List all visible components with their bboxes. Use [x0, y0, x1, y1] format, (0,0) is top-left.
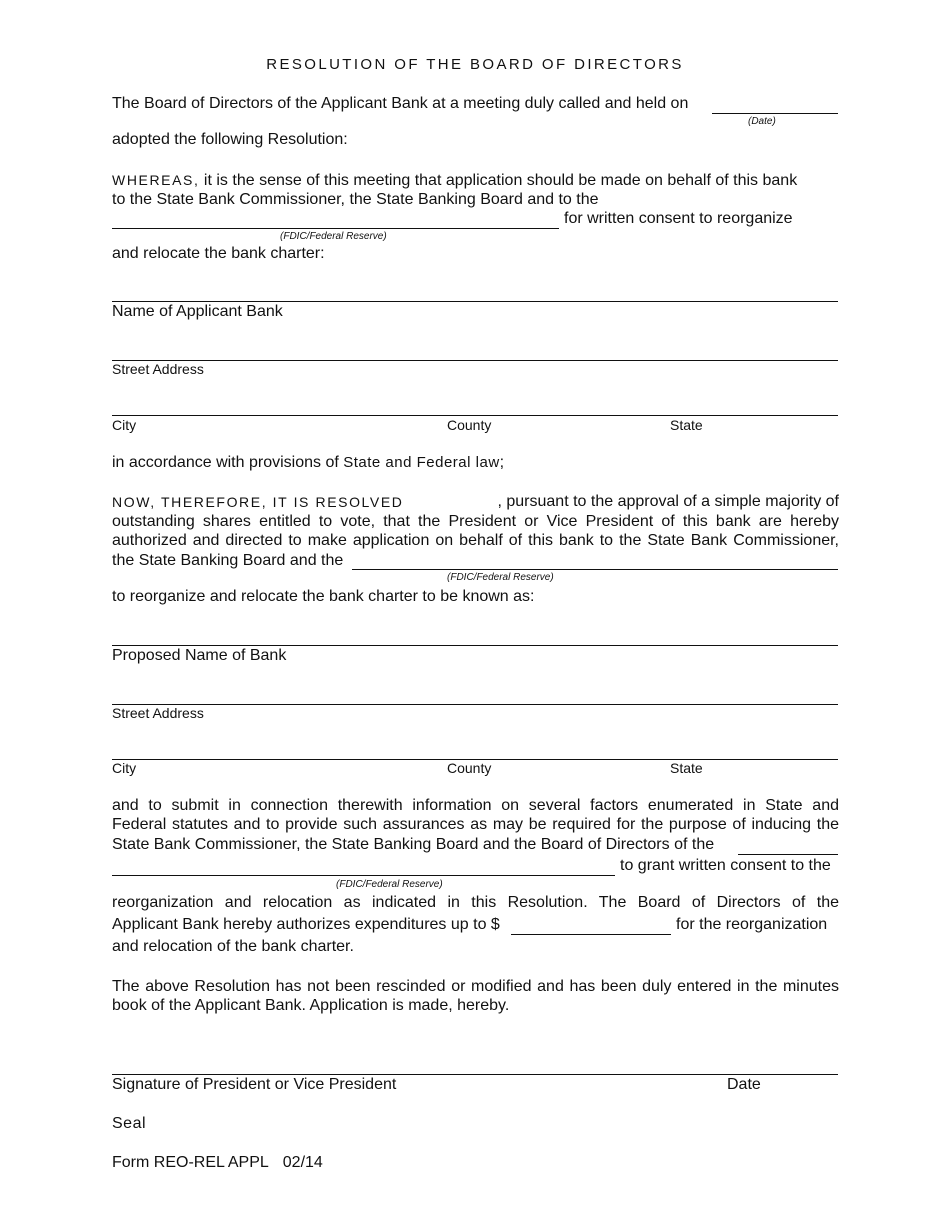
accordance-law: State and Federal law: [343, 454, 500, 471]
date-label: Date: [727, 1076, 761, 1093]
accordance-line: [112, 453, 504, 473]
intro-line-2: adopted the following Resolution:: [112, 131, 348, 148]
form-date: 02/14: [282, 1154, 323, 1171]
submit-line-5: reorganization and relocation as indicated in this Resolution. The Board of Directors of the: [112, 894, 839, 911]
applicant-state-label: State: [670, 417, 703, 433]
form-id: Form REO-REL APPL: [112, 1154, 269, 1171]
closing-line-2: book of the Applicant Bank. Application is made, hereby.: [112, 997, 510, 1014]
submit-line-4-suffix: to grant written consent to the: [620, 857, 831, 874]
submit-line-1: and to submit in connection therewith information on several factors enumerated in State and: [112, 797, 839, 814]
submit-agency-field[interactable]: [112, 875, 615, 876]
accordance-prefix: in accordance with provisions of: [112, 454, 344, 471]
applicant-county-label: County: [447, 417, 492, 433]
whereas-keyword: WHEREAS,: [112, 172, 200, 188]
accordance-suffix: ;: [499, 454, 505, 471]
whereas-agency-caption: (FDIC/Federal Reserve): [280, 231, 387, 242]
submit-board-field[interactable]: [738, 854, 838, 855]
applicant-bank-name-label: Name of Applicant Bank: [112, 303, 283, 320]
submit-agency-caption: (FDIC/Federal Reserve): [336, 879, 443, 890]
intro-line-1: The Board of Directors of the Applicant Bank at a meeting duly called and held on: [112, 95, 689, 112]
whereas-line-2: to the State Bank Commissioner, the State Banking Board and to the: [112, 191, 599, 208]
resolved-line-3: authorized and directed to make application on behalf of this bank to the State Bank Commissioner,: [112, 532, 839, 549]
resolved-keyword: NOW, THEREFORE, IT IS RESOLVED: [112, 494, 404, 510]
date-caption: (Date): [748, 116, 776, 127]
submit-line-2: Federal statutes and to provide such assurances as may be required for the purpose of inducing the: [112, 816, 839, 833]
form-footer: [112, 1153, 323, 1173]
proposed-county-label: County: [447, 760, 492, 776]
proposed-street-field[interactable]: [112, 704, 838, 705]
submit-line-3: State Bank Commissioner, the State Banking Board and the Board of Directors of the: [112, 836, 715, 853]
proposed-state-label: State: [670, 760, 703, 776]
closing-line-1: The above Resolution has not been rescinded or modified and has been duly entered in the minutes: [112, 978, 839, 995]
submit-line-6-suffix: for the reorganization: [676, 916, 828, 933]
signature-label: Signature of President or Vice President: [112, 1076, 397, 1093]
whereas-line-3-suffix: for written consent to reorganize: [564, 210, 793, 227]
resolved-line-5: to reorganize and relocate the bank charter to be known as:: [112, 588, 535, 605]
submit-line-6-prefix: Applicant Bank hereby authorizes expenditures up to $: [112, 916, 500, 933]
resolved-agency-caption: (FDIC/Federal Reserve): [447, 572, 554, 583]
resolved-agency-field[interactable]: [352, 569, 838, 570]
resolved-line-1: [112, 492, 839, 512]
resolved-line-4: the State Banking Board and the: [112, 552, 344, 569]
proposed-city-label: City: [112, 760, 137, 776]
document-title: RESOLUTION OF THE BOARD OF DIRECTORS: [266, 56, 684, 73]
proposed-street-label: Street Address: [112, 705, 204, 721]
submit-line-7: and relocation of the bank charter.: [112, 938, 354, 955]
applicant-street-field[interactable]: [112, 360, 838, 361]
whereas-line-1: [112, 170, 839, 191]
seal-label: Seal: [112, 1115, 147, 1132]
resolved-line-1-rest: , pursuant to the approval of a simple majority of: [497, 493, 839, 510]
expenditure-amount-field[interactable]: [511, 934, 671, 935]
applicant-street-label: Street Address: [112, 361, 204, 377]
whereas-agency-field[interactable]: [112, 228, 559, 229]
applicant-city-county-state-field[interactable]: [112, 415, 838, 416]
whereas-line-1-text: it is the sense of this meeting that application should be made on behalf of this bank: [199, 172, 798, 189]
whereas-line-4: and relocate the bank charter:: [112, 245, 325, 262]
meeting-date-field[interactable]: [712, 113, 838, 114]
applicant-city-label: City: [112, 417, 137, 433]
resolved-line-2: outstanding shares entitled to vote, that the President or Vice President of this bank are hereby: [112, 513, 839, 530]
proposed-bank-name-label: Proposed Name of Bank: [112, 647, 287, 664]
